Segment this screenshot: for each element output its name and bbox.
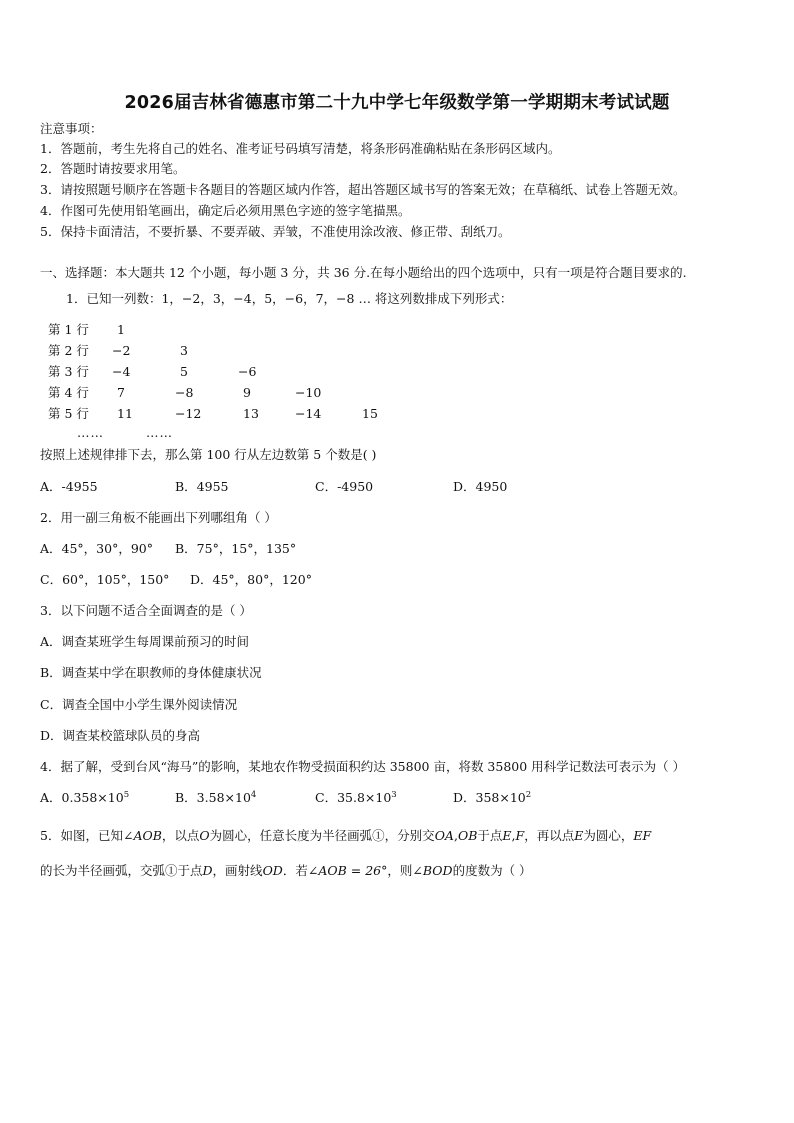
q5-text: 5．如图，已知: [40, 828, 123, 843]
note-2: 2．答题时请按要求用笔。: [40, 161, 186, 176]
q5-math: D: [202, 863, 213, 878]
q5-text: ，画射线: [212, 863, 263, 878]
q5-text: 的度数为（ ）: [452, 863, 532, 878]
option-exponent: 5: [123, 790, 130, 800]
q5-text: 为圆心，任意长度为半径画弧①，分别交: [209, 828, 435, 843]
option-exponent: 2: [525, 790, 532, 800]
row-value: 11: [117, 406, 133, 421]
section-heading: 一、选择题：本大题共 12 个小题，每小题 3 分，共 36 分.在每小题给出的四个选项中，只有一项是符合题目要求的.: [40, 265, 687, 280]
row-value: 7: [117, 385, 125, 400]
option-exponent: 4: [250, 790, 257, 800]
q5-text: ．若: [282, 863, 308, 878]
q5-text: ，再以点: [524, 828, 575, 843]
note-3: 3．请按照题号顺序在答题卡各题目的答题区域内作答，超出答题区域书写的答案无效；在草稿纸、试卷上答题无效。: [40, 182, 686, 197]
q5-math: E: [574, 828, 584, 843]
q5-text: 的长为半径画弧，交弧①于点: [40, 863, 203, 878]
ellipsis: ……: [77, 425, 104, 440]
row-value: 5: [180, 364, 188, 379]
row-label: 第 1 行: [48, 322, 89, 337]
question-1-follow: 按照上述规律排下去，那么第 100 行从左边数第 5 个数是( ): [40, 447, 377, 462]
row-value: −12: [175, 406, 202, 421]
row-label: 第 4 行: [48, 385, 89, 400]
option-d: D．调查某校篮球队员的身高: [40, 728, 201, 743]
option-base: B．3.58×10: [175, 790, 251, 805]
note-5: 5．保持卡面清洁，不要折暴、不要弄破、弄皱，不准使用涂改液、修正带、刮纸刀。: [40, 224, 511, 239]
q5-math: ∠AOB: [122, 828, 162, 843]
row-label: 第 3 行: [48, 364, 89, 379]
option-base: D．358×10: [453, 790, 526, 805]
q5-math: E: [502, 828, 512, 843]
q5-math: EF: [633, 828, 652, 843]
q5-math: ∠BOD: [412, 863, 453, 878]
notes-heading: 注意事项：: [40, 121, 103, 136]
option-c: C．-4950: [315, 479, 374, 494]
row-value: 13: [243, 406, 259, 421]
option-b: B．调查某中学在职教师的身体健康状况: [40, 665, 262, 680]
q5-math: ∠AOB = 26°: [307, 863, 388, 878]
option-c: C．60°，105°，150°: [40, 572, 170, 587]
option-d: D．4950: [453, 479, 508, 494]
option-d: D．45°，80°，120°: [190, 572, 312, 587]
row-value: −2: [112, 343, 131, 358]
row-value: 9: [243, 385, 251, 400]
option-c: C．调查全国中小学生课外阅读情况: [40, 697, 238, 712]
q5-text: ，以点: [161, 828, 200, 843]
q5-text: ,: [511, 828, 516, 843]
option-b: B．75°，15°，135°: [175, 541, 297, 556]
row-value: −6: [238, 364, 257, 379]
q5-text: 为圆心，: [583, 828, 634, 843]
page-title: 2026届吉林省德惠市第二十九中学七年级数学第一学期期末考试试题: [124, 93, 670, 113]
row-label: 第 2 行: [48, 343, 89, 358]
option-base: A．0.358×10: [40, 790, 124, 805]
option-a: A．-4955: [40, 479, 98, 494]
question-2-stem: 2．用一副三角板不能画出下列哪组角（ ）: [40, 510, 277, 525]
option-exponent: 3: [391, 790, 397, 800]
q5-math: O: [199, 828, 210, 843]
question-5-line-1: [40, 828, 651, 844]
option-d: [453, 790, 531, 806]
question-5-line-2: [40, 863, 532, 879]
note-1: 1．答题前，考生先将自己的姓名、准考证号码填写清楚，将条形码准确粘贴在条形码区域内。: [40, 141, 561, 156]
row-label: 第 5 行: [48, 406, 89, 421]
question-3-stem: 3．以下问题不适合全面调查的是（ ）: [40, 603, 252, 618]
question-4-stem: 4．据了解，受到台风“海马”的影响，某地农作物受损面积约达 35800 亩，将数 35800 用科学记数法可表示为（ ）: [40, 759, 686, 774]
q5-math: OB: [457, 828, 478, 843]
row-value: −10: [295, 385, 322, 400]
row-value: −14: [295, 406, 322, 421]
option-b: B．4955: [175, 479, 229, 494]
row-value: 1: [117, 322, 125, 337]
option-a: A．45°，30°，90°: [40, 541, 153, 556]
q5-math: OA: [434, 828, 454, 843]
note-4: 4．作图可先使用铅笔画出，确定后必须用黑色字迹的签字笔描黑。: [40, 203, 411, 218]
q5-text: ,: [453, 828, 458, 843]
row-value: 15: [362, 406, 378, 421]
option-a: A．调查某班学生每周课前预习的时间: [40, 634, 250, 649]
q5-text: 于点: [477, 828, 503, 843]
ellipsis: ……: [146, 425, 173, 440]
question-1-stem: 1．已知一列数：1，−2，3，−4，5，−6，7，−8 … 将这列数排成下列形式：: [66, 291, 513, 306]
q5-math: OD: [262, 863, 283, 878]
q5-math: F: [515, 828, 525, 843]
option-a: [40, 790, 129, 806]
option-b: [175, 790, 256, 806]
row-value: −4: [112, 364, 131, 379]
row-value: 3: [180, 343, 188, 358]
option-c: [315, 790, 397, 806]
option-base: C．35.8×10: [315, 790, 392, 805]
q5-text: ，则: [387, 863, 413, 878]
row-value: −8: [175, 385, 194, 400]
